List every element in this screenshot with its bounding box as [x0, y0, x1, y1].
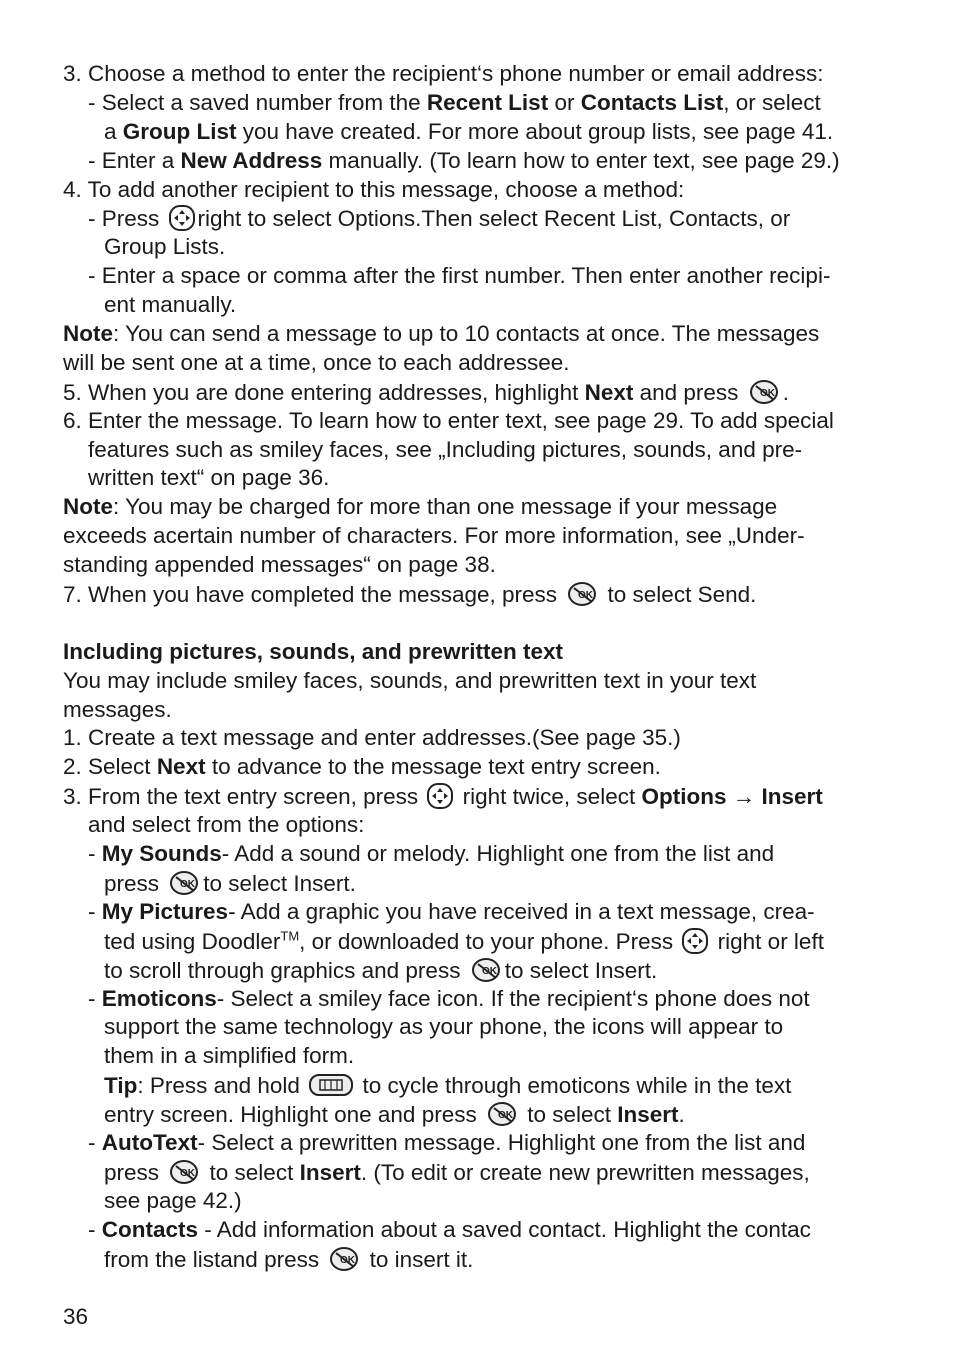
ok-key-icon [565, 580, 599, 608]
page-number: 36 [63, 1304, 89, 1329]
ok-key-icon [327, 1245, 361, 1273]
ok-key-icon [485, 1100, 519, 1128]
nav-key-icon [426, 782, 454, 810]
ok-key-icon [167, 869, 201, 897]
section-heading: Including pictures, sounds, and prewritten text [63, 638, 564, 664]
nav-key-icon [681, 927, 709, 955]
keypad-key-icon [308, 1071, 354, 1099]
step-4-option-space-cont: ent manually. [104, 292, 237, 318]
sub-step-3-cont: and select from the options: [88, 812, 365, 838]
option-my-pictures: - My Pictures- Add a graphic you have received in a text message, crea- [88, 898, 815, 924]
option-emoticons-cont-2: them in a simplified form. [104, 1043, 355, 1069]
section-intro: You may include smiley faces, sounds, and prewritten text in your text [63, 667, 757, 693]
step-5: 5. When you are done entering addresses, highlight Next and press . [63, 379, 789, 405]
option-contacts: - Contacts - Add information about a saved contact. Highlight the contac [88, 1216, 811, 1242]
step-3-option-saved-cont: a Group List you have created. For more about group lists, see page 41. [104, 118, 834, 144]
step-6-cont: features such as smiley faces, see „Including pictures, sounds, and pre- [88, 436, 803, 462]
option-my-sounds: - My Sounds- Add a sound or melody. Highlight one from the list and [88, 841, 775, 867]
sub-step-1: 1. Create a text message and enter addresses.(See page 35.) [63, 725, 681, 751]
emoticons-tip: Tip: Press and hold to cycle through emoticons while in the text [104, 1073, 792, 1099]
section-intro-cont: messages. [63, 696, 172, 722]
step-4-option-space: - Enter a space or comma after the first number. Then enter another recipi- [88, 263, 831, 289]
step-3-intro: 3. Choose a method to enter the recipient‘s phone number or email address: [63, 61, 824, 86]
sub-step-3: 3. From the text entry screen, press right twice, select Options → Insert [63, 784, 823, 810]
note-1-cont: will be sent one at a time, once to each addressee. [63, 349, 570, 375]
step-6: 6. Enter the message. To learn how to enter text, see page 29. To add special [63, 407, 834, 433]
note-1: Note: You can send a message to up to 10 contacts at once. The messages [63, 321, 820, 347]
ok-key-icon [747, 378, 781, 406]
note-2-cont-2: standing appended messages“ on page 38. [63, 552, 496, 578]
step-4-intro: 4. To add another recipient to this message, choose a method: [63, 176, 685, 202]
option-my-sounds-cont: press to select Insert. [104, 870, 356, 896]
step-4-option-press-cont: Group Lists. [104, 234, 226, 260]
step-7: 7. When you have completed the message, press to select Send. [63, 582, 757, 608]
emoticons-tip-cont: entry screen. Highlight one and press to select Insert. [104, 1102, 685, 1128]
option-autotext: - AutoText- Select a prewritten message. Highlight one from the list and [88, 1129, 806, 1155]
note-2: Note: You may be charged for more than one message if your message [63, 494, 778, 520]
manual-page [63, 60, 893, 1273]
note-2-cont: exceeds acertain number of characters. For more information, see „Under- [63, 523, 805, 549]
option-emoticons-cont: support the same technology as your phone, the icons will appear to [104, 1014, 784, 1040]
option-emoticons: - Emoticons- Select a smiley face icon. If the recipient‘s phone does not [88, 985, 810, 1011]
ok-key-icon [167, 1158, 201, 1186]
nav-key-icon [168, 204, 196, 232]
option-my-pictures-cont: ted using Doodler™, or downloaded to your phone. Press right or left [104, 928, 824, 954]
step-3-option-saved: - Select a saved number from the Recent List or Contacts List, or select [88, 89, 821, 115]
section-spacer [63, 609, 893, 638]
ok-key-icon [469, 956, 503, 984]
option-contacts-cont: from the listand press to insert it. [104, 1246, 474, 1272]
option-my-pictures-cont-2: to scroll through graphics and press to select Insert. [104, 957, 658, 983]
step-6-cont-2: written text“ on page 36. [88, 465, 330, 491]
step-3-option-new: - Enter a New Address manually. (To learn how to enter text, see page 29.) [88, 147, 840, 173]
sub-step-2: 2. Select Next to advance to the message text entry screen. [63, 754, 661, 780]
option-autotext-cont: press to select Insert. (To edit or create new prewritten messages, [104, 1159, 810, 1185]
option-autotext-cont-2: see page 42.) [104, 1187, 242, 1213]
step-4-option-press: - Press right to select Options.Then select Recent List, Contacts, or [88, 206, 791, 232]
